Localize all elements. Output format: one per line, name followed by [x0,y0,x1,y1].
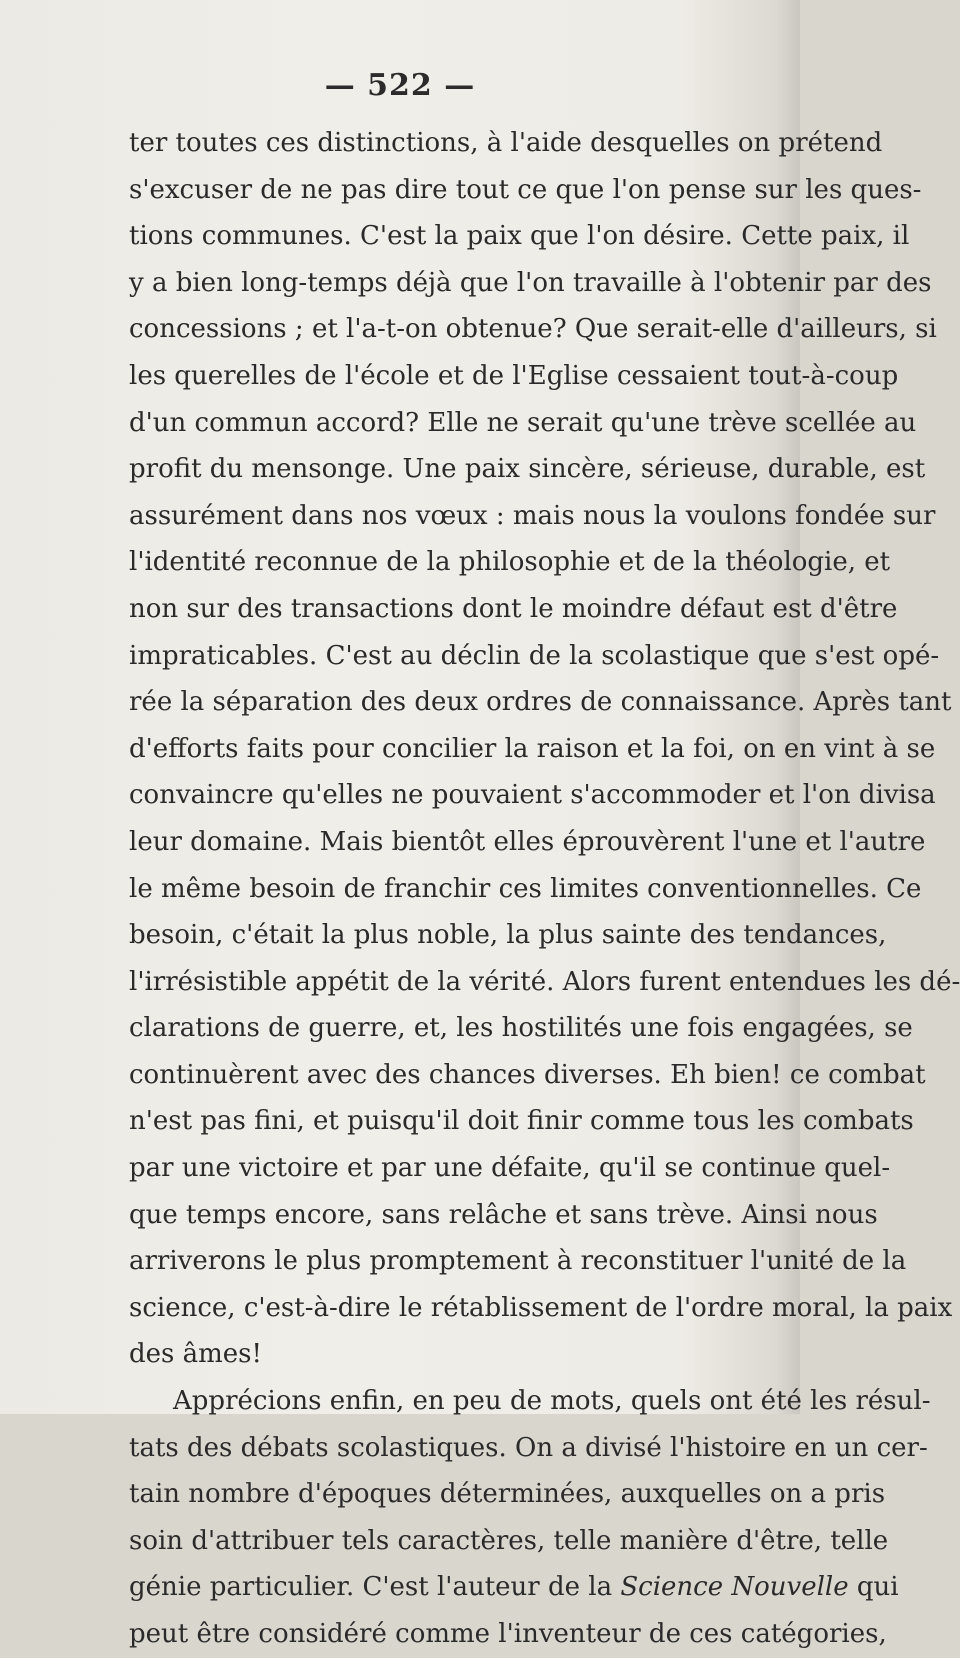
page-number: — 522 — [324,68,476,103]
text-line: continuèrent avec des chances diverses. Eh bien! ce combat [129,1059,926,1090]
text-line: l'irrésistible appétit de la vérité. Alors furent entendues les dé- [129,966,960,997]
text-line: convaincre qu'elles ne pouvaient s'accommoder et l'on divisa [129,780,936,811]
text-line: tats des débats scolastiques. On a divisé l'histoire en un cer- [129,1432,928,1463]
text-segment: qui [856,1572,899,1603]
text-line: tain nombre d'époques déterminées, auxquelles on a pris [129,1479,886,1510]
text-line: rée la séparation des deux ordres de connaissance. Après tant [129,687,952,718]
text-line: profit du mensonge. Une paix sincère, sérieuse, durable, est [129,454,926,485]
text-line: concessions ; et l'a-t-on obtenue? Que serait-elle d'ailleurs, si [129,314,937,345]
text-line: l'identité reconnue de la philosophie et de la théologie, et [129,547,891,578]
text-line: ter toutes ces distinctions, à l'aide desquelles on prétend [129,128,883,158]
text-line: soin d'attribuer tels caractères, telle manière d'être, telle [129,1525,889,1556]
text-line: non sur des transactions dont le moindre défaut est d'être [129,593,898,624]
text-line: tions communes. C'est la paix que l'on désire. Cette paix, il [129,221,910,252]
text-line: science, c'est-à-dire le rétablissement de l'ordre moral, la paix [129,1292,953,1323]
text-line: clarations de guerre, et, les hostilités une fois engagées, se [129,1013,913,1044]
text-line: y a bien long-temps déjà que l'on travaille à l'obtenir par des [129,267,932,298]
text-line: le même besoin de franchir ces limites conventionnelles. Ce [129,873,922,904]
text-line: d'un commun accord? Elle ne serait qu'une trève scellée au [129,407,917,438]
text-line: peut être considéré comme l'inventeur de ces catégories, [129,1619,887,1649]
text-line: n'est pas fini, et puisqu'il doit finir comme tous les combats [129,1106,914,1137]
text-line-paragraph-end: des âmes! [129,1339,262,1370]
text-line-with-title [129,1564,899,1611]
body-text [129,120,960,1658]
text-line: s'excuser de ne pas dire tout ce que l'on pense sur les ques- [129,174,922,205]
text-segment: génie particulier. C'est l'auteur de la [129,1572,613,1603]
text-line: besoin, c'était la plus noble, la plus sainte des tendances, [129,920,887,951]
text-line: que temps encore, sans relâche et sans trève. Ainsi nous [129,1199,878,1230]
text-line: d'efforts faits pour concilier la raison et la foi, on en vint à se [129,733,936,764]
text-line: impraticables. C'est au déclin de la scolastique que s'est opé- [129,640,940,671]
text-line: arriverons le plus promptement à reconstituer l'unité de la [129,1246,907,1277]
text-line-paragraph-start: Apprécions enfin, en peu de mots, quels ont été les résul- [173,1386,931,1417]
text-line: les querelles de l'école et de l'Eglise cessaient tout-à-coup [129,360,899,391]
book-title-italic: Science Nouvelle [620,1572,849,1603]
text-line: par une victoire et par une défaite, qu'il se continue quel- [129,1153,891,1184]
text-line: assurément dans nos vœux : mais nous la voulons fondée sur [129,500,936,531]
text-line: leur domaine. Mais bientôt elles éprouvèrent l'une et l'autre [129,826,926,857]
